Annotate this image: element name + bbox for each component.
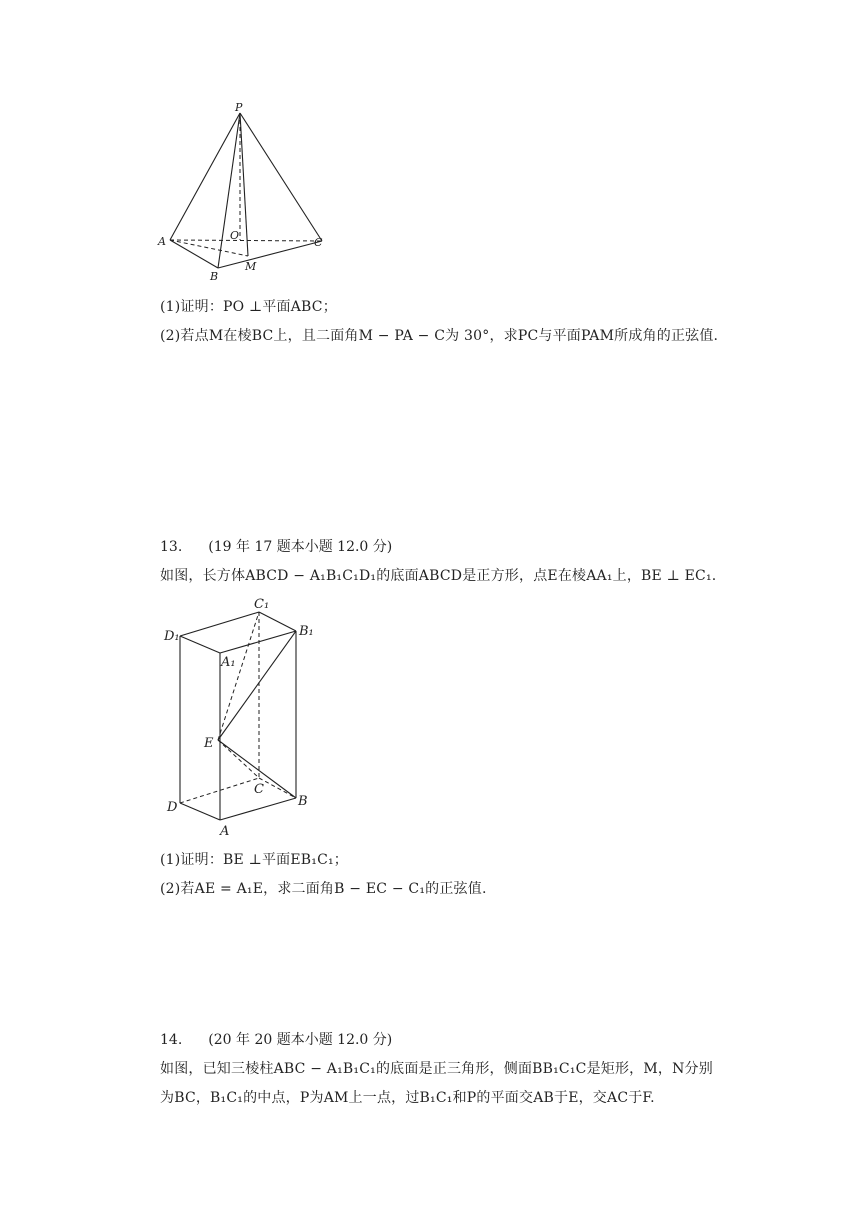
label-C: C xyxy=(254,782,264,797)
q13-meta: (19 年 17 题本小题 12.0 分) xyxy=(208,539,393,555)
q14-header xyxy=(160,1029,392,1049)
q14-stem-line1: 如图，已知三棱柱ABC − A₁B₁C₁的底面是正三角形，侧面BB₁C₁C是矩形，M，N分别 xyxy=(160,1061,713,1077)
q13-number: 13. xyxy=(160,539,183,555)
q12-part2: (2)若点M在棱BC上，且二面角M − PA − C为 30°，求PC与平面PAM所成角的正弦值. xyxy=(160,328,719,344)
cuboid-figure xyxy=(158,590,338,840)
label-C1: C₁ xyxy=(254,597,270,612)
label-A: A xyxy=(220,824,230,839)
q14-meta: (20 年 20 题本小题 12.0 分) xyxy=(208,1032,393,1048)
label-E: E xyxy=(204,736,214,751)
pyramid-figure xyxy=(150,100,350,285)
label-B: B xyxy=(298,794,308,809)
q14-stem-line2: 为BC，B₁C₁的中点，P为AM上一点，过B₁C₁和P的平面交AB于E，交AC于F. xyxy=(160,1090,655,1106)
label-A1: A₁ xyxy=(221,655,236,670)
label-A: A xyxy=(158,235,166,248)
label-P: P xyxy=(235,101,243,114)
label-C: C xyxy=(314,236,323,249)
q13-header xyxy=(160,536,392,556)
label-D: D xyxy=(167,800,178,815)
label-M: M xyxy=(245,260,257,273)
q14-number: 14. xyxy=(160,1032,183,1048)
q13-part2: (2)若AE = A₁E，求二面角B − EC − C₁的正弦值. xyxy=(160,881,487,897)
q13-stem: 如图，长方体ABCD − A₁B₁C₁D₁的底面ABCD是正方形，点E在棱AA₁上，BE ⊥ EC₁. xyxy=(160,568,717,584)
q12-part1: (1)证明：PO ⊥平面ABC； xyxy=(160,299,337,315)
label-B: B xyxy=(210,270,219,283)
label-O: O xyxy=(230,229,240,242)
q13-part1: (1)证明：BE ⊥平面EB₁C₁； xyxy=(160,852,348,868)
label-B1: B₁ xyxy=(299,624,314,639)
label-D1: D₁ xyxy=(164,629,180,644)
